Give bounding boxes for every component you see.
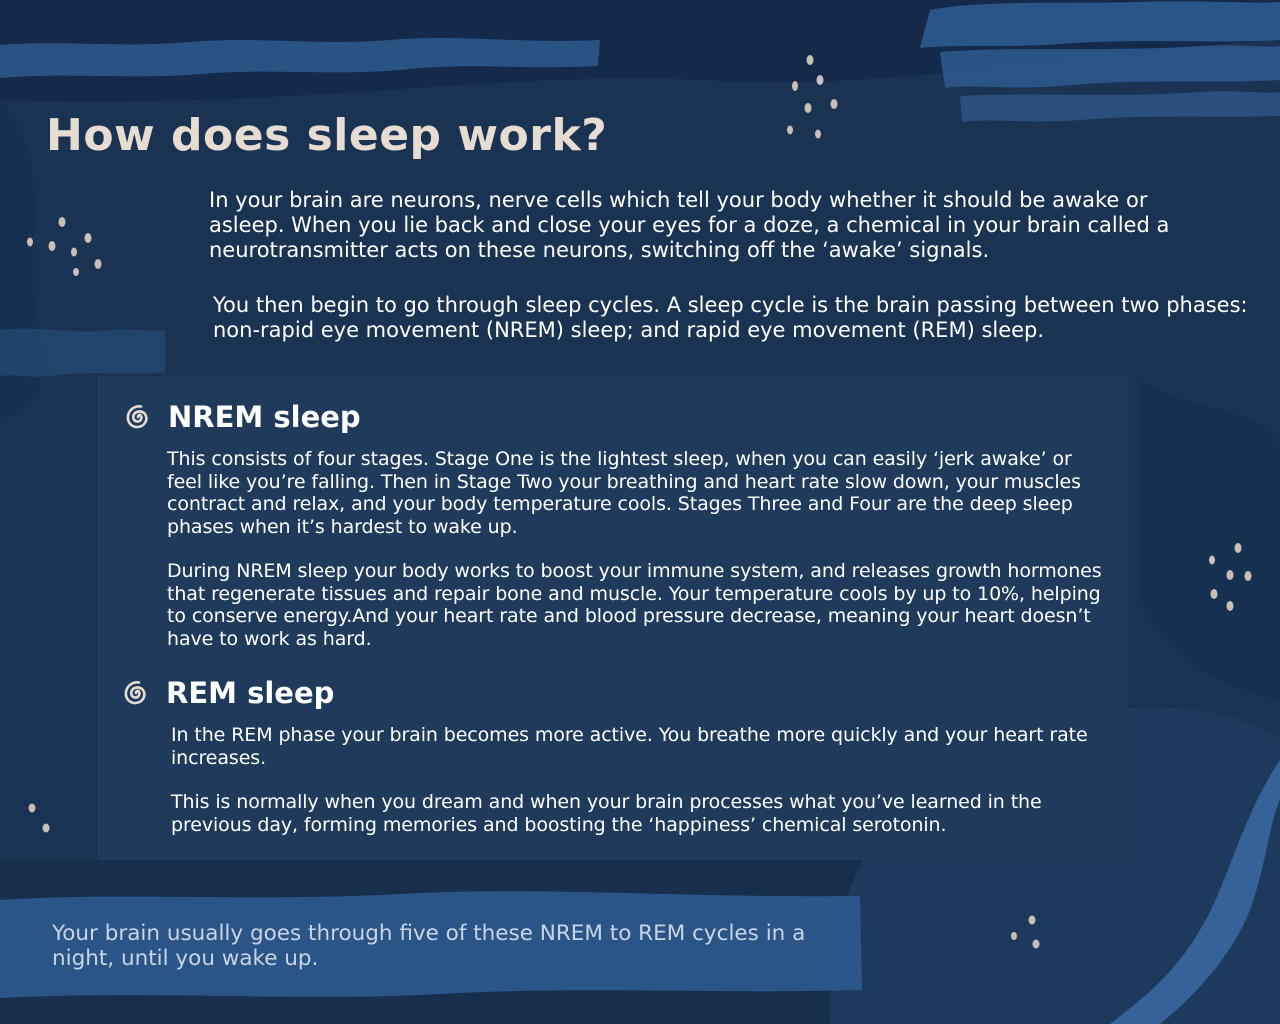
intro-paragraph-neurons: In your brain are neurons, nerve cells which tell your body whether it should be awake or asleep. When you lie back and close your eyes for a doze, a chemical in your brain called a neurotransmitter acts on these neurons, switching off the ‘awake’ signals. [209,188,1170,262]
swirl-icon [122,401,154,433]
nrem-paragraph-stages: This consists of four stages. Stage One is the lightest sleep, when you can easily ‘jerk awake’ or feel like you’re falling. Then in Stage Two your breathing and heart rate slow down, your muscles contract and relax, and your body temperature cools. Stages Three and Four are the deep sleep phases when it’s hardest to wake up. [167,448,1081,538]
swirl-icon [120,677,152,709]
blue-brush-top-right-3 [960,91,1280,122]
page-title: How does sleep work? [46,110,608,161]
rem-paragraph-dreams: This is normally when you dream and when your brain processes what you’ve learned in the previous day, forming memories and boosting the ‘happiness’ chemical serotonin. [171,791,1042,836]
blue-brush-top-right-1 [920,1,1280,48]
rem-paragraph-activity: In the REM phase your brain becomes more active. You breathe more quickly and your heart rate increases. [171,724,1088,769]
nrem-section-heading [122,400,361,434]
dots-left-lower [29,804,50,833]
intro-paragraph-cycles: You then begin to go through sleep cycles. A sleep cycle is the brain passing between two phases: non-rapid eye movement (NREM) sleep; and rapid eye movement (REM) sleep. [213,293,1248,342]
dark-shape-right [1140,380,1280,700]
blue-brush-left-strip [0,329,165,377]
blue-brush-top-right-2 [940,45,1280,88]
dots-left [27,217,102,276]
nrem-heading: NREM sleep [168,400,361,434]
footer-note: Your brain usually goes through five of these NREM to REM cycles in a night, until you wake up. [52,921,806,971]
rem-heading: REM sleep [166,676,335,710]
rem-section-heading [120,676,334,710]
nrem-paragraph-benefits: During NREM sleep your body works to boost your immune system, and releases growth hormones that regenerate tissues and repair bone and muscle. Your temperature cools by up to 10%, helping to conserve energy.And your heart rate and blood pressure decrease, meaning your heart doesn’t have to work as hard. [167,560,1102,650]
